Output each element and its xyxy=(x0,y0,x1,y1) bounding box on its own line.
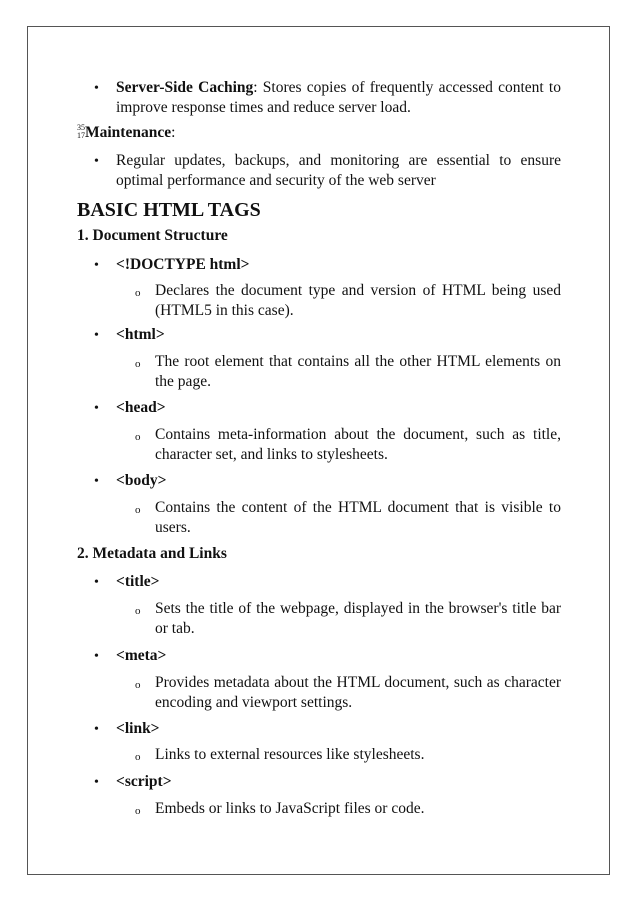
tag-script: <script> xyxy=(116,773,172,790)
bullet: • xyxy=(94,328,99,343)
tag-title: <title> xyxy=(116,573,160,590)
glyph-top: 35 xyxy=(77,123,85,132)
bullet: • xyxy=(94,81,99,96)
desc-doctype: Declares the document type and version of HTML being used (HTML5 in this case). xyxy=(155,282,561,319)
maintenance-item: Regular updates, backups, and monitoring are essential to ensure optimal performance and security of the web server xyxy=(116,152,561,189)
tag-meta: <meta> xyxy=(116,647,167,664)
bullet: • xyxy=(94,154,99,169)
bullet: • xyxy=(94,649,99,664)
caching-term: Server-Side Caching xyxy=(116,79,254,96)
sub-bullet: o xyxy=(135,605,141,617)
desc-script: Embeds or links to JavaScript files or code. xyxy=(155,800,425,817)
tag-link: <link> xyxy=(116,720,160,737)
desc-meta: Provides metadata about the HTML document, such as character encoding and viewport settings. xyxy=(155,674,561,711)
sub-bullet: o xyxy=(135,805,141,817)
sub-bullet: o xyxy=(135,358,141,370)
sub-bullet: o xyxy=(135,504,141,516)
tag-doctype: <!DOCTYPE html> xyxy=(116,256,250,273)
caching-text: : Stores copies of frequently accessed content to improve response times and reduce server load. xyxy=(116,79,561,116)
tag-head: <head> xyxy=(116,399,166,416)
bullet: • xyxy=(94,258,99,273)
section-title-metadata-links: 2. Metadata and Links xyxy=(77,545,227,562)
desc-body: Contains the content of the HTML document that is visible to users. xyxy=(155,499,561,536)
maintenance-heading xyxy=(77,123,175,143)
maintenance-colon: : xyxy=(171,124,176,141)
maintenance-label: Maintenance xyxy=(85,124,172,141)
glyph-bottom: 17 xyxy=(77,131,85,140)
bullet: • xyxy=(94,722,99,737)
desc-title: Sets the title of the webpage, displayed in the browser's title bar or tab. xyxy=(155,600,561,637)
sub-bullet: o xyxy=(135,679,141,691)
desc-html: The root element that contains all the other HTML elements on the page. xyxy=(155,353,561,390)
tag-html: <html> xyxy=(116,326,165,343)
maintenance-glyph xyxy=(77,124,85,140)
bullet: • xyxy=(94,575,99,590)
sub-bullet: o xyxy=(135,751,141,763)
tag-body: <body> xyxy=(116,472,167,489)
bullet: • xyxy=(94,401,99,416)
sub-bullet: o xyxy=(135,287,141,299)
section-title-document-structure: 1. Document Structure xyxy=(77,227,228,244)
sub-bullet: o xyxy=(135,431,141,443)
desc-head: Contains meta-information about the document, such as title, character set, and links to stylesheets. xyxy=(155,426,561,463)
caching-paragraph xyxy=(116,78,561,118)
bullet: • xyxy=(94,474,99,489)
desc-link: Links to external resources like stylesheets. xyxy=(155,746,425,763)
bullet: • xyxy=(94,775,99,790)
main-heading: BASIC HTML TAGS xyxy=(77,199,261,221)
